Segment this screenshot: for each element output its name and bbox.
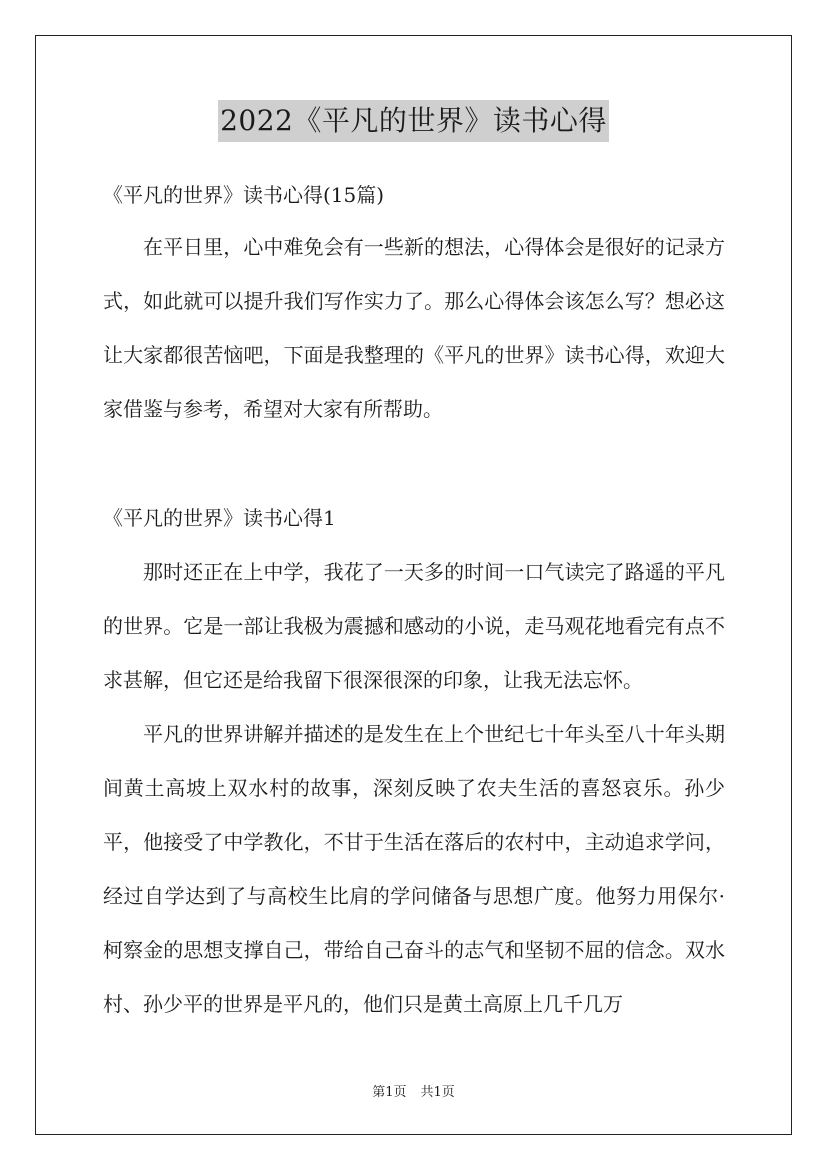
page-number: 第1页 — [372, 1085, 407, 1100]
body-paragraph: 平凡的世界讲解并描述的是发生在上个世纪七十年头至八十年头期间黄土高坡上双水村的故事，深刻反映了农夫生活的喜怒哀乐。孙少平，他接受了中学教化，不甘于生活在落后的农村中，主动追求学问，经过自学达到了与高校生比肩的学问储备与思想广度。他努力用保尔·柯察金的思想支撑自己，带给自己奋斗的志气和坚韧不屈的信念。双水村、孙少平的世界是平凡的，他们只是黄土高原上几千几万 — [103, 722, 725, 1016]
page-footer — [0, 1083, 827, 1103]
title-container — [0, 100, 827, 142]
document-subtitle: 《平凡的世界》读书心得(15篇) — [103, 183, 385, 207]
page-total: 共1页 — [420, 1085, 455, 1100]
document-title: 2022《平凡的世界》读书心得 — [218, 100, 609, 142]
body-paragraph: 那时还正在上中学，我花了一天多的时间一口气读完了路遥的平凡的世界。它是一部让我极为震撼和感动的小说，走马观花地看完有点不求甚解，但它还是给我留下很深很深的印象，让我无法忘怀。 — [103, 560, 725, 692]
intro-paragraph: 在平日里，心中难免会有一些新的想法，心得体会是很好的记录方式，如此就可以提升我们写作实力了。那么心得体会该怎么写？想必这让大家都很苦恼吧，下面是我整理的《平凡的世界》读书心得，欢迎大家借鉴与参考，希望对大家有所帮助。 — [103, 235, 725, 421]
section-heading: 《平凡的世界》读书心得1 — [103, 506, 336, 530]
